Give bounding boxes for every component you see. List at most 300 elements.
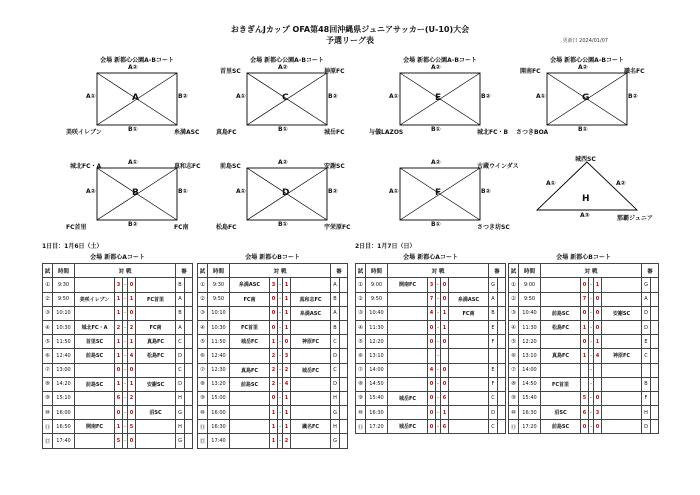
group-c-diagram (212, 55, 362, 143)
score-a: 3 (270, 278, 278, 292)
team-a: 真島FC (541, 349, 581, 363)
team-a (388, 320, 428, 334)
table-row (356, 349, 506, 363)
team-b (291, 406, 331, 420)
match-no: ⑫ (198, 434, 208, 448)
match-no: ⑨ (356, 391, 366, 405)
ref-note (651, 320, 659, 334)
match-time: 16:30 (366, 406, 388, 420)
table-row (198, 349, 348, 363)
referee-group: G (331, 434, 340, 448)
ref-note (651, 391, 659, 405)
referee-group: D (489, 406, 498, 420)
score-b: 5 (128, 420, 136, 434)
referee-group: E (642, 335, 651, 349)
edge-label: A① (86, 93, 96, 100)
table-row (509, 335, 659, 349)
table-row (356, 320, 506, 334)
team-b (449, 349, 489, 363)
referee-group: C (642, 349, 651, 363)
score-b: 0 (594, 391, 602, 405)
score-a: 4 (428, 306, 436, 320)
score-a: 0 (115, 406, 123, 420)
col-time: 時間 (366, 264, 388, 278)
match-no: ⑧ (43, 377, 53, 391)
referee-group: H (331, 391, 340, 405)
referee-group: F (642, 391, 651, 405)
ref-note (185, 306, 193, 320)
score-a: 5 (115, 434, 123, 448)
referee-group: A (176, 320, 185, 334)
ref-note (185, 420, 193, 434)
team-b: FC首里 (136, 292, 176, 306)
team-a (230, 349, 270, 363)
edge-label: A② (616, 180, 626, 187)
team-b (602, 335, 642, 349)
score-a: 4 (428, 363, 436, 377)
edge-label: A② (431, 159, 441, 166)
score-a: 0 (581, 335, 589, 349)
match-time: 12:40 (208, 349, 230, 363)
score-a: 1 (270, 335, 278, 349)
score-b: 6 (441, 420, 449, 434)
edge-label: A② (86, 188, 96, 195)
score-b: 1 (594, 278, 602, 292)
referee-group: C (331, 363, 340, 377)
dash: - (436, 335, 441, 349)
team-a (230, 391, 270, 405)
score-b: 2 (283, 363, 291, 377)
group-g-diagram (512, 55, 662, 143)
team-b (602, 406, 642, 420)
table-row (198, 320, 348, 334)
dash: - (123, 363, 128, 377)
schedule-d2b (508, 250, 659, 434)
team-b: 神原FC (602, 349, 642, 363)
team-a (541, 292, 581, 306)
venue-title: 会場 新都心Aコート (403, 254, 458, 262)
dash: - (278, 349, 283, 363)
table-row (198, 434, 348, 448)
match-no: ⑦ (43, 363, 53, 377)
team-b: 糸満ASC (291, 306, 331, 320)
match-time: 17:20 (519, 420, 541, 434)
referee-group: G (176, 434, 185, 448)
team-a (75, 306, 115, 320)
dash: - (123, 420, 128, 434)
score-a: 0 (115, 363, 123, 377)
score-b: 0 (128, 406, 136, 420)
dash: - (589, 349, 594, 363)
edge-label: B① (431, 126, 441, 133)
team-b: 安謝SC (136, 377, 176, 391)
dash: - (278, 406, 283, 420)
group-f-diagram (365, 150, 519, 238)
ref-note (340, 420, 348, 434)
referee-group: D (642, 420, 651, 434)
team-b: 真島FC (136, 335, 176, 349)
group-label: B (132, 188, 139, 198)
match-time: 17:20 (366, 420, 388, 434)
match-time: 16:30 (208, 420, 230, 434)
team-b (136, 391, 176, 405)
team-b (449, 335, 489, 349)
team-a: 前島SC (541, 420, 581, 434)
col-match: 対 戦 (230, 264, 331, 278)
col-no: 試 (509, 264, 519, 278)
dash: - (123, 292, 128, 306)
referee-group: H (176, 420, 185, 434)
score-a: 7 (428, 292, 436, 306)
team-a: 沼SC (541, 406, 581, 420)
team-b: 沼SC (136, 406, 176, 420)
team-b (602, 292, 642, 306)
team-b: 真和志FC (291, 292, 331, 306)
match-time: 16:00 (208, 406, 230, 420)
table-row (43, 434, 193, 448)
edge-label: A② (278, 159, 288, 166)
group-e-diagram (365, 55, 515, 143)
group-a-diagram (62, 55, 212, 143)
score-a: 3 (115, 278, 123, 292)
score-b: 0 (594, 306, 602, 320)
match-no: ⑦ (509, 363, 519, 377)
ref-note (185, 349, 193, 363)
team-a (75, 391, 115, 405)
team-a: 開南FC (75, 420, 115, 434)
team-bottom-right: 城岳FC (324, 129, 345, 136)
match-no: ③ (509, 306, 519, 320)
table-row (43, 349, 193, 363)
team-b (136, 363, 176, 377)
match-no: ⑤ (43, 335, 53, 349)
score-b: 0 (128, 363, 136, 377)
score-a: 0 (581, 278, 589, 292)
col-time: 時間 (208, 264, 230, 278)
match-time: 9:50 (366, 292, 388, 306)
table-row (43, 306, 193, 320)
match-time: 11:50 (208, 335, 230, 349)
match-time: 10:10 (208, 306, 230, 320)
dash: - (278, 391, 283, 405)
score-a: 1 (115, 292, 123, 306)
table-row (509, 278, 659, 292)
score-b: 0 (594, 420, 602, 434)
referee-group: A (489, 292, 498, 306)
venue-title: 会場 新都心Aコート (90, 254, 145, 262)
team-b: 糸満ASC (449, 292, 489, 306)
score-b: 1 (283, 406, 291, 420)
update-date: 更新日 2024/01/07 (562, 38, 608, 44)
table-row (198, 391, 348, 405)
score-a: 6 (115, 391, 123, 405)
score-b: 1 (283, 391, 291, 405)
group-label: H (582, 194, 590, 204)
ref-note (185, 391, 193, 405)
team-bottom-right: FC南 (174, 224, 189, 231)
team-top-right: 真和志FC (174, 163, 201, 170)
ref-note (340, 434, 348, 448)
match-no: ⑪ (43, 420, 53, 434)
match-no: ⑥ (43, 349, 53, 363)
table-row (356, 292, 506, 306)
dash: - (278, 320, 283, 334)
group-venue: 会場 新都心公園A-Bコート (550, 57, 624, 64)
dash: - (278, 434, 283, 448)
team-b (291, 278, 331, 292)
ref-note (498, 406, 506, 420)
score-a: 0 (581, 306, 589, 320)
score-b: 1 (283, 420, 291, 434)
edge-label: A② (578, 64, 588, 71)
match-time: 14:00 (519, 363, 541, 377)
score-b: 0 (441, 363, 449, 377)
score-b: 0 (594, 320, 602, 334)
score-b: 0 (128, 278, 136, 292)
score-a: 5 (581, 391, 589, 405)
team-b (602, 377, 642, 391)
score-a: 0 (270, 391, 278, 405)
match-time: 9:50 (519, 292, 541, 306)
referee-group: F (489, 335, 498, 349)
dash: - (436, 278, 441, 292)
referee-group: C (176, 363, 185, 377)
table-row (43, 391, 193, 405)
team-a: 城岳FC (230, 335, 270, 349)
table-row (356, 406, 506, 420)
dash: - (589, 278, 594, 292)
schedule-d1a (42, 250, 193, 449)
ref-note (340, 391, 348, 405)
dash: - (123, 434, 128, 448)
edge-label: A② (278, 64, 288, 71)
team-a (388, 349, 428, 363)
score-a: 1 (270, 420, 278, 434)
team-a: 城北FC・A (75, 320, 115, 334)
match-no: ⑦ (198, 363, 208, 377)
team-a: 前島SC (75, 349, 115, 363)
team-a: 前島SC (541, 306, 581, 320)
ref-note (498, 335, 506, 349)
dash: - (589, 320, 594, 334)
group-venue: 会場 新都心公園A-Bコート (403, 57, 477, 64)
score-a: 3 (428, 278, 436, 292)
table-row (509, 420, 659, 434)
score-a: 0 (428, 335, 436, 349)
ref-note (498, 363, 506, 377)
score-a: 0 (428, 420, 436, 434)
ref-note (651, 406, 659, 420)
edge-label: B② (128, 221, 138, 228)
team-top-left: 開南FC (520, 68, 541, 75)
score-a: 0 (270, 306, 278, 320)
col-no: 試 (43, 264, 53, 278)
schedule-d1b (197, 250, 348, 449)
score-b: 1 (128, 292, 136, 306)
team-a (75, 363, 115, 377)
team-a: 真島FC (230, 363, 270, 377)
score-b: 2 (128, 320, 136, 334)
team-bottom-left: 美咲イレブン (66, 129, 102, 136)
group-venue: 会場 新都心公園A-Bコート (250, 57, 324, 64)
group-d-diagram (212, 150, 362, 238)
score-b: 2 (128, 391, 136, 405)
match-no: ① (198, 278, 208, 292)
edge-label: B① (178, 188, 188, 195)
score-a: 0 (428, 377, 436, 391)
referee-group: B (642, 377, 651, 391)
team-a (230, 434, 270, 448)
score-b (441, 349, 449, 363)
match-time: 9:30 (53, 278, 75, 292)
referee-group: D (176, 377, 185, 391)
ref-note (185, 434, 193, 448)
score-a: 1 (270, 434, 278, 448)
score-a: 0 (428, 391, 436, 405)
score-a: 7 (581, 292, 589, 306)
table-row (198, 306, 348, 320)
edge-label: B② (328, 93, 338, 100)
match-no: ② (356, 292, 366, 306)
match-time: 16:00 (53, 406, 75, 420)
match-time: 17:40 (208, 434, 230, 448)
match-time: 12:30 (208, 363, 230, 377)
group-label: D (282, 188, 290, 198)
col-no: 試 (198, 264, 208, 278)
score-b: 0 (283, 335, 291, 349)
table-row (356, 377, 506, 391)
referee-group: B (331, 292, 340, 306)
team-top: 城西SC (575, 156, 596, 163)
score-a (581, 377, 589, 391)
ref-note (651, 420, 659, 434)
dash: - (278, 278, 283, 292)
dash: - (436, 306, 441, 320)
score-b: 1 (283, 278, 291, 292)
edge-label: B② (178, 93, 188, 100)
score-b: 1 (441, 306, 449, 320)
match-no: ⑤ (356, 335, 366, 349)
referee-group: A (331, 278, 340, 292)
score-a: 2 (115, 320, 123, 334)
dash: - (589, 391, 594, 405)
score-a: 0 (428, 320, 436, 334)
team-top-right: 古蔵ウインダス (477, 163, 519, 170)
match-no: ③ (43, 306, 53, 320)
team-b (449, 377, 489, 391)
edge-label: A① (389, 93, 399, 100)
edge-label: A② (431, 64, 441, 71)
match-time: 12:20 (366, 335, 388, 349)
ref-note (498, 320, 506, 334)
referee-group: D (331, 377, 340, 391)
referee-group: G (642, 278, 651, 292)
team-b (602, 391, 642, 405)
table-row (509, 306, 659, 320)
dash: - (589, 292, 594, 306)
ref-note (185, 335, 193, 349)
table-row (509, 391, 659, 405)
team-a (388, 306, 428, 320)
dash: - (123, 320, 128, 334)
table-row (509, 363, 659, 377)
score-a: 1 (115, 420, 123, 434)
table-row (43, 377, 193, 391)
edge-label: B② (481, 93, 491, 100)
edge-label: A① (536, 93, 546, 100)
score-a (581, 363, 589, 377)
score-b: 1 (283, 292, 291, 306)
team-b: 城岳FC (291, 363, 331, 377)
team-a (388, 377, 428, 391)
team-bottom-left: 松島FC (216, 224, 237, 231)
referee-group: B (331, 320, 340, 334)
team-a (541, 335, 581, 349)
match-no: ⑥ (356, 349, 366, 363)
day1-header: 1日目：1月6日（土） (42, 243, 103, 250)
referee-group: E (489, 363, 498, 377)
match-no: ⑨ (43, 391, 53, 405)
referee-group: B (176, 278, 185, 292)
referee-group: C (489, 420, 498, 434)
referee-group: E (489, 320, 498, 334)
edge-label: A③ (580, 212, 590, 219)
match-no: ⑤ (509, 335, 519, 349)
dash: - (589, 335, 594, 349)
table-row (198, 406, 348, 420)
score-b: 1 (128, 335, 136, 349)
match-time: 11:30 (519, 320, 541, 334)
team-b (449, 320, 489, 334)
score-a: 2 (270, 363, 278, 377)
col-ref: 審 (642, 264, 659, 278)
ref-note (498, 391, 506, 405)
team-b (449, 363, 489, 377)
score-b: 0 (441, 278, 449, 292)
score-a: 1 (115, 306, 123, 320)
team-b: 神原FC (291, 335, 331, 349)
edge-label: B① (431, 221, 441, 228)
match-time: 10:10 (53, 306, 75, 320)
col-time: 時間 (519, 264, 541, 278)
col-match: 対 戦 (541, 264, 642, 278)
score-b: 0 (128, 434, 136, 448)
ref-note (651, 278, 659, 292)
dash: - (436, 391, 441, 405)
tournament-title: おきぎんJカップ OFA第48回沖縄県ジュニアサッカー(U-10)大会 (230, 25, 470, 34)
team-b (602, 420, 642, 434)
referee-group: C (489, 391, 498, 405)
edge-label: A① (128, 159, 138, 166)
match-time: 11:50 (53, 335, 75, 349)
match-time: 9:50 (53, 292, 75, 306)
match-no: ⑩ (509, 406, 519, 420)
referee-group: G (489, 278, 498, 292)
referee-group: A (331, 306, 340, 320)
score-b: 1 (283, 320, 291, 334)
dash: - (589, 306, 594, 320)
match-time: 15:10 (53, 391, 75, 405)
dash: - (123, 391, 128, 405)
match-time: 10:30 (208, 320, 230, 334)
match-time: 13:20 (208, 377, 230, 391)
dash: - (123, 406, 128, 420)
col-no: 試 (356, 264, 366, 278)
col-ref: 審 (331, 264, 348, 278)
match-time: 13:10 (519, 349, 541, 363)
match-time: 11:30 (366, 320, 388, 334)
team-a: 糸満ASC (230, 278, 270, 292)
